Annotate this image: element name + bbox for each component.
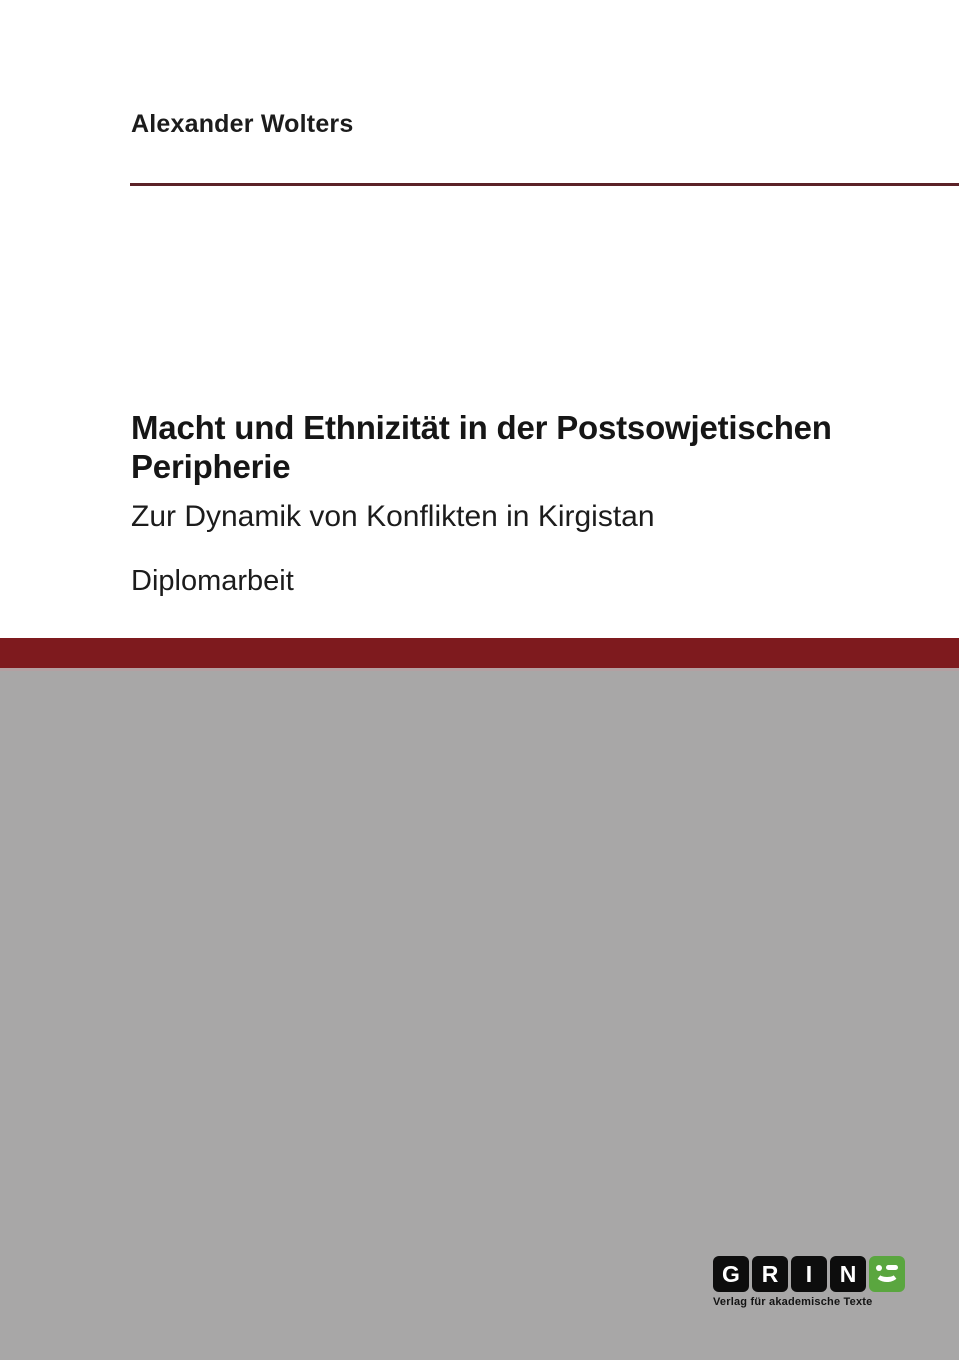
- author-divider-rule: [130, 183, 959, 186]
- logo-letter-r: R: [752, 1256, 788, 1292]
- grin-logo-tiles: [713, 1256, 905, 1292]
- logo-letter-n: N: [830, 1256, 866, 1292]
- grin-publisher-logo: [713, 1256, 905, 1308]
- book-subtitle: Zur Dynamik von Konflikten in Kirgistan: [131, 500, 655, 533]
- maroon-accent-band: [0, 638, 959, 671]
- smiley-mouth-arc: [875, 1265, 899, 1282]
- author-name: Alexander Wolters: [131, 110, 354, 138]
- document-type-label: Diplomarbeit: [131, 565, 294, 597]
- logo-letter-g: G: [713, 1256, 749, 1292]
- book-title: Macht und Ethnizität in der Postsowjetischen Peripherie: [131, 409, 832, 485]
- grin-smiley-icon: [869, 1256, 905, 1292]
- publisher-tagline: Verlag für akademische Texte: [713, 1296, 873, 1308]
- logo-letter-i: I: [791, 1256, 827, 1292]
